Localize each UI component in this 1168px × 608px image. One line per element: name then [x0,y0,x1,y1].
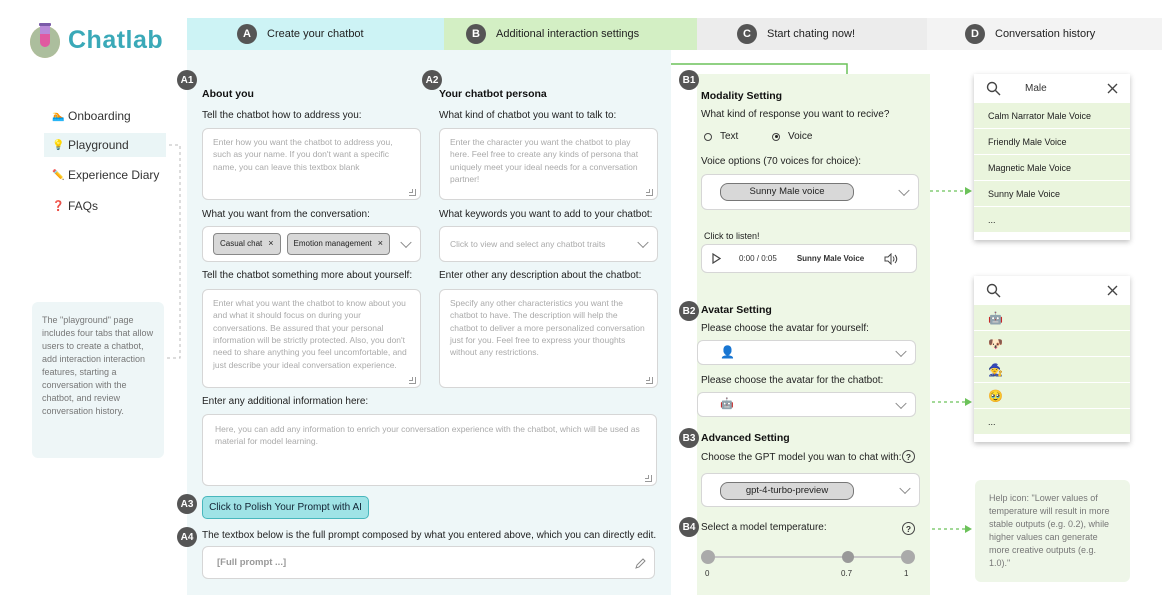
persona-title: Your chatbot persona [439,88,547,100]
list-item[interactable]: Friendly Male Voice [974,128,1130,154]
tab-label: Start chating now! [767,28,856,40]
radio-selected-icon[interactable] [772,133,780,141]
slider-thumb[interactable] [842,551,854,563]
voice-search-input[interactable]: Male [1025,82,1047,94]
radio-text[interactable] [704,131,738,142]
tab-letter: D [965,24,985,44]
voice-search-row[interactable] [974,74,1130,102]
chevron-down-icon[interactable] [400,237,411,248]
desc-placeholder: Specify any other characteristics you want the chatbot to have. The description will help the chatbot to deliver a more personalized conversation just for you. Feel free to express your thoughts without any restrictions. [450,298,645,358]
panel-interaction-settings [697,74,930,595]
additional-textbox[interactable] [202,414,657,486]
chevron-down-icon[interactable] [637,237,648,248]
search-icon[interactable] [986,81,1001,96]
audio-player[interactable] [701,244,917,273]
slider-max-dot [901,550,915,564]
nav-label: FAQs [68,199,99,213]
temp-value-label: 0.7 [841,569,853,578]
radio-icon[interactable] [704,133,712,141]
avatar-title: Avatar Setting [701,304,772,316]
help-icon[interactable]: ? [902,522,915,535]
voice-select[interactable] [701,174,919,210]
keywords-label: What keywords you want to add to your chatbot: [439,209,653,220]
modality-title: Modality Setting [701,90,783,102]
brand-name: Chatlab [68,25,164,54]
close-icon[interactable] [1107,285,1118,296]
badge-b1: B1 [679,70,699,90]
chevron-down-icon[interactable] [899,483,910,494]
list-item[interactable]: 🧙 [974,356,1130,382]
keywords-select[interactable] [439,226,658,262]
more-label: Tell the chatbot something more about yourself: [202,270,413,281]
temperature-label: Select a model temperature: [701,522,827,533]
nav-label: Onboarding [68,109,131,123]
close-icon[interactable] [1107,83,1118,94]
close-icon[interactable]: × [377,238,384,249]
nav-experience-diary[interactable] [44,163,166,187]
kind-textbox[interactable] [439,128,658,200]
tab-label: Conversation history [995,28,1096,40]
listen-label: Click to listen! [704,231,760,241]
tab-label: Additional interaction settings [496,28,640,40]
model-selected-pill: gpt-4-turbo-preview [720,482,854,500]
kind-label: What kind of chatbot you want to talk to: [439,110,617,121]
advanced-title: Advanced Setting [701,432,790,444]
badge-a2: A2 [422,70,442,90]
volume-icon[interactable] [884,253,898,265]
voice-label: Voice options (70 voices for choice): [701,156,862,167]
radio-voice[interactable] [772,131,812,142]
full-prompt-textbox[interactable] [202,546,655,579]
modality-question: What kind of response you want to recive? [701,109,890,120]
address-textbox[interactable] [202,128,421,200]
avatar-dropdown-list [974,276,1130,442]
tab-letter: A [237,24,257,44]
badge-b2: B2 [679,301,699,321]
temp-max-label: 1 [904,569,909,578]
desc-label: Enter other any description about the chatbot: [439,270,642,281]
temperature-slider[interactable] [708,551,908,563]
polish-prompt-button[interactable]: Click to Polish Your Prompt with AI [202,496,369,519]
nav-playground[interactable] [44,133,166,157]
chevron-down-icon[interactable] [895,345,906,356]
question-icon: ❓ [52,200,65,212]
lightbulb-icon: 💡 [52,139,65,151]
badge-b3: B3 [679,428,699,448]
resize-handle-icon[interactable] [409,189,416,196]
list-item[interactable]: ... [974,206,1130,232]
resize-handle-icon[interactable] [645,475,652,482]
full-prompt-placeholder: [Full prompt ...] [217,556,287,568]
desc-textbox[interactable] [439,289,658,388]
avatar-self-select[interactable] [697,340,916,365]
chevron-down-icon[interactable] [895,397,906,408]
chip-label: Casual chat [220,239,263,249]
want-label: What you want from the conversation: [202,209,370,220]
additional-placeholder: Here, you can add any information to enrich your conversation experience with the chatbot, which will be used as material for model learning. [215,424,640,447]
chip-casual-chat[interactable] [213,233,281,254]
chip-emotion-management[interactable] [287,233,391,254]
radio-label: Text [720,131,739,142]
play-icon[interactable] [712,253,721,264]
more-textbox[interactable] [202,289,421,388]
list-item[interactable]: Calm Narrator Male Voice [974,102,1130,128]
address-label: Tell the chatbot how to address you: [202,110,362,121]
badge-a4: A4 [177,527,197,547]
avatar-self-label: Please choose the avatar for yourself: [701,323,869,334]
robot-avatar-icon: 🤖 [720,397,734,410]
avatar-search-row[interactable] [974,276,1130,304]
avatar-bot-select[interactable] [697,392,916,417]
badge-b4: B4 [679,517,699,537]
list-item[interactable]: Sunny Male Voice [974,180,1130,206]
full-prompt-label: The textbox below is the full prompt composed by what you entered above, which you can directly edit. [202,530,657,541]
tab-letter: B [466,24,486,44]
badge-a3: A3 [177,494,197,514]
more-placeholder: Enter what you want the chatbot to know about you and what it should focus on during your conversations. Be assured that your personal information will be strictly protected. Also, you don't need to share anything you feel uncomfortable, and just describe your ideal conversation experience. [213,298,407,370]
tab-create-chatbot[interactable] [187,18,444,50]
list-item[interactable]: 🥹 [974,382,1130,408]
search-icon[interactable] [986,283,1001,298]
model-select[interactable] [701,473,920,507]
temperature-help-note: Help icon: "Lower values of temperature will result in more stable outputs (e.g. 0.2), while higher values can generate more creative outputs (e.g. 1.0)." [975,480,1130,582]
model-label: Choose the GPT model you wan to chat with: [701,452,902,463]
edit-pencil-icon[interactable] [635,558,646,569]
close-icon[interactable]: × [268,238,274,249]
want-select[interactable] [202,226,421,262]
pencil-icon: ✏️ [52,169,65,181]
tab-letter: C [737,24,757,44]
list-item[interactable]: 🐶 [974,330,1130,356]
radio-label: Voice [788,131,813,142]
tab-interaction-settings[interactable] [444,18,697,50]
list-item[interactable]: ... [974,408,1130,434]
list-item[interactable]: Magnetic Male Voice [974,154,1130,180]
tab-start-chating[interactable] [697,18,927,50]
player-voice-name: Sunny Male Voice [796,253,865,263]
tab-label: Create your chatbot [267,28,364,40]
address-placeholder: Enter how you want the chatbot to address you, such as your name. If you don't want a specific name, you can leave this textbox blank [213,137,393,172]
help-icon[interactable]: ? [902,450,915,463]
about-title: About you [202,88,254,100]
nav-label: Experience Diary [68,168,160,182]
chip-label: Emotion management [293,239,372,249]
user-avatar-icon: 👤 [720,344,735,359]
player-time: 0:00 / 0:05 [739,253,777,263]
slider-min-dot [701,550,715,564]
keywords-placeholder: Click to view and select any chatbot traits [450,238,606,249]
resize-handle-icon[interactable] [646,377,653,384]
nav-onboarding[interactable] [44,104,166,128]
resize-handle-icon[interactable] [409,377,416,384]
nav-faqs[interactable] [44,194,166,218]
logo [28,20,178,60]
voice-selected-pill: Sunny Male voice [720,183,854,201]
flask-logo-icon [28,20,62,60]
temp-min-label: 0 [705,569,710,578]
avatar-bot-label: Please choose the avatar for the chatbot: [701,375,884,386]
badge-a1: A1 [177,70,197,90]
additional-label: Enter any additional information here: [202,396,369,407]
tab-conversation-history[interactable] [927,18,1162,50]
playground-note: The "playground" page includes four tabs that allow users to create a chatbot, add interaction interaction features, starting a conversation with the chatbot, and review conversation history. [32,302,164,458]
voice-dropdown-list [974,74,1130,240]
list-item[interactable]: 🤖 [974,304,1130,330]
chevron-down-icon[interactable] [898,185,909,196]
kind-placeholder: Enter the character you want the chatbot to play here. Feel free to create any kinds of persona that uniquely meet your ideal needs for a conversation partner! [450,137,639,184]
slider-track [708,556,908,558]
onboarding-icon: 🏊 [52,110,65,122]
nav-label: Playground [68,138,129,152]
resize-handle-icon[interactable] [646,189,653,196]
